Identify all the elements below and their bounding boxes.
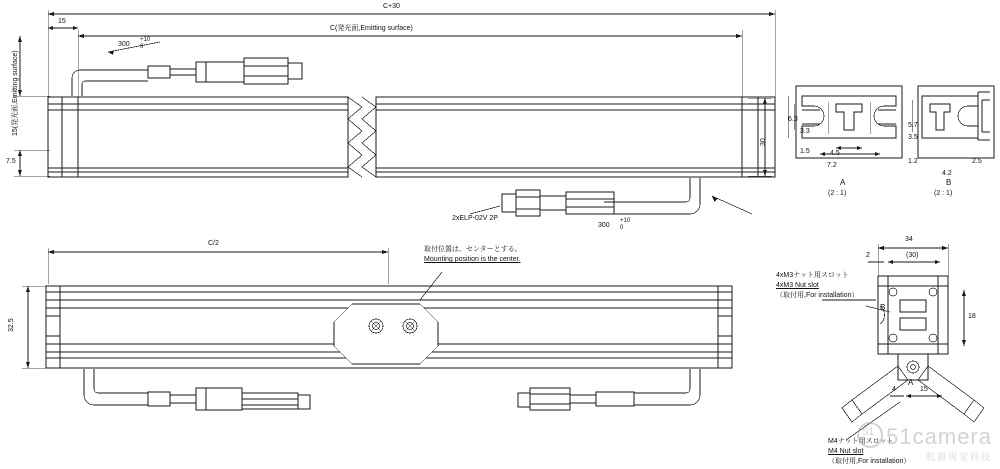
end-dim-34: 34: [905, 236, 913, 243]
cable-tol-top-upper: +10: [140, 37, 151, 43]
end-callout-b: B: [880, 303, 886, 312]
dim-half-c2: C/2: [208, 240, 219, 247]
dim-left-15: 15: [58, 18, 66, 25]
dim-height-30: 30: [760, 138, 767, 146]
section-b-scale: (2 : 1): [934, 190, 953, 197]
section-a-dim-15: 1.5: [800, 148, 810, 155]
section-b-dim-12: 1.2: [908, 158, 918, 165]
cable-tol-bot-upper: +10: [620, 218, 631, 224]
section-a-scale: (2 : 1): [828, 190, 847, 197]
section-b-dim-57: 5.7: [908, 122, 918, 129]
nut-slot-note-en: 4xM3 Nut slot: [776, 282, 819, 289]
end-callout-a: A: [908, 378, 914, 387]
watermark-brand: 51camera: [886, 424, 992, 449]
nut-slot-note-use: （取付用,For installation）: [776, 292, 859, 299]
nut-slot-note-jp: 4xM3ナット用スロット: [776, 272, 849, 279]
cable-tol-bot-lower: 0: [620, 225, 624, 231]
m4-note-en: M4 Nut slot: [828, 448, 864, 455]
dim-left-vertical-15: 15(発光面,Emitting surface): [12, 50, 19, 136]
section-a-dim-45: 4.5: [830, 150, 840, 157]
section-b-dim-25: 2.5: [972, 158, 982, 165]
cable-length-bottom: 300: [598, 222, 610, 229]
mounting-note-en: Mounting position is the center.: [424, 256, 521, 263]
section-b-dim-42: 4.2: [942, 170, 952, 177]
cable-tol-top-lower: 0: [140, 44, 144, 50]
end-dim-2: 2: [866, 252, 870, 259]
section-a-dim-33: 3.3: [800, 128, 810, 135]
section-b-dim-35: 3.5: [908, 134, 918, 141]
dim-vertical-325: 32.5: [8, 318, 15, 332]
section-a-label: A: [840, 178, 846, 187]
watermark: [857, 422, 992, 463]
watermark-subtitle: 机器视觉科技: [925, 452, 992, 462]
end-dim-30: (30): [906, 252, 919, 259]
m4-note-use: （取付用,For installation）: [828, 458, 911, 465]
end-dim-4: 4: [892, 386, 896, 393]
end-dim-18: 18: [968, 313, 976, 320]
cable-length-top: 300: [118, 41, 130, 48]
m4-note-jp: M4ナット用スロット: [828, 438, 894, 445]
dim-bottom-left-75: 7.5: [6, 158, 16, 165]
section-a-dim-63: 6.3: [788, 116, 798, 123]
end-dim-15: 15: [920, 386, 928, 393]
dim-overall-c30: C+30: [383, 3, 400, 10]
dim-emitting-surface: C(発光面,Emitting surface): [330, 25, 413, 32]
section-b-label: B: [946, 178, 952, 187]
mounting-note-jp: 取付位置は、センターとする。: [424, 246, 522, 253]
section-a-dim-72: 7.2: [827, 162, 837, 169]
connector-label: 2xELP-02V 2P: [452, 215, 498, 222]
watermark-logo-icon: [857, 422, 883, 448]
